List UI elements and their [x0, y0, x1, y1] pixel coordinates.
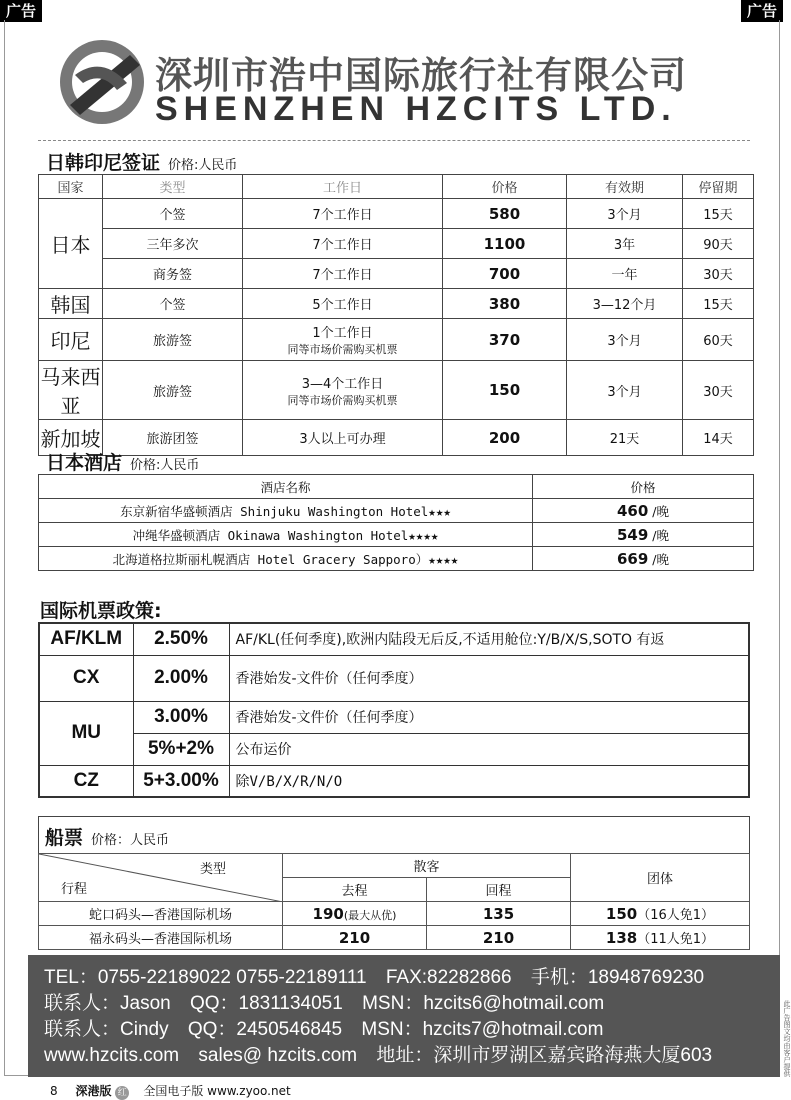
diagonal-header-cell — [39, 854, 283, 902]
contact-line-jason — [44, 991, 780, 1017]
valid-cell: 3个月 — [567, 199, 683, 229]
hotel-header-name: 酒店名称 — [39, 475, 533, 499]
price-cell: 580 — [443, 199, 567, 229]
policy-desc-cell: 公布运价 — [229, 733, 749, 765]
swirl-logo-icon — [55, 35, 150, 130]
days-note: 同等市场价需购买机票 — [287, 343, 398, 356]
table-row — [39, 547, 754, 571]
country-cell: 韩国 — [39, 289, 103, 319]
go-header: 去程 — [283, 878, 427, 902]
route-header-label: 行程 — [61, 882, 88, 897]
policy-desc-cell: 除V/B/X/R/N/O — [229, 765, 749, 797]
page-footer — [50, 1082, 305, 1100]
hotel-header-row — [39, 475, 754, 499]
visa-header-days: 工作日 — [243, 175, 443, 199]
air-policy-table — [38, 622, 750, 798]
back-price-cell: 135 — [427, 902, 571, 926]
commission-rate-cell: 5+3.00% — [133, 765, 229, 797]
type-cell: 旅游团签 — [103, 420, 243, 456]
hotel-name-cell: 东京新宿华盛顿酒店 Shinjuku Washington Hotel★★★ — [39, 499, 533, 523]
company-name-cn: 深圳市浩中国际旅行社有限公司 — [155, 54, 687, 97]
commission-rate-cell: 5%+2% — [133, 733, 229, 765]
visa-header-type: 类型 — [103, 175, 243, 199]
valid-cell: 3年 — [567, 229, 683, 259]
visa-table — [38, 174, 754, 456]
mobile-text: 手机：18948769230 — [530, 967, 705, 988]
visa-header-country: 国家 — [39, 175, 103, 199]
visa-header-stay: 停留期 — [683, 175, 754, 199]
table-row — [39, 229, 754, 259]
hotel-price-note: 价格:人民币 — [130, 458, 200, 473]
valid-cell: 3—12个月 — [567, 289, 683, 319]
hotel-name-cell: 冲绳华盛顿酒店 Okinawa Washington Hotel★★★★ — [39, 523, 533, 547]
days-note: 同等市场价需购买机票 — [287, 393, 398, 407]
table-row — [39, 361, 754, 420]
country-cell: 日本 — [39, 199, 103, 289]
valid-cell: 3个月 — [567, 319, 683, 361]
days-cell: 5个工作日 — [243, 289, 443, 319]
contact-line-tel — [44, 965, 780, 991]
airline-code-cell: CZ — [39, 765, 133, 797]
contact-name: 联系人：Jason — [44, 993, 171, 1014]
address-text: 地址：深圳市罗湖区嘉宾路海燕大厦603 — [376, 1045, 713, 1066]
qq-text: QQ：1831134051 — [189, 993, 343, 1014]
type-cell: 旅游签 — [103, 361, 243, 420]
tel-text: TEL：0755-22189022 0755-22189111 — [44, 967, 367, 988]
air-section-title: 国际机票政策: — [40, 600, 162, 622]
ad-tag-right: 广告 — [741, 0, 783, 22]
ship-table — [38, 853, 750, 950]
ship-section — [38, 816, 750, 950]
commission-rate-cell: 2.00% — [133, 655, 229, 701]
price-cell: 370 — [443, 319, 567, 361]
table-row — [39, 623, 749, 655]
go-price-cell: 210 — [283, 926, 427, 950]
price-cell: 1100 — [443, 229, 567, 259]
route-cell: 蛇口码头—香港国际机场 — [39, 902, 283, 926]
days-cell: 1个工作日 同等市场价需购买机票 — [243, 319, 443, 361]
contact-line-cindy — [44, 1017, 780, 1043]
stay-cell: 30天 — [683, 361, 754, 420]
commission-rate-cell: 3.00% — [133, 701, 229, 733]
table-row — [39, 926, 750, 950]
contact-line-web — [44, 1043, 780, 1069]
days-cell: 3—4个工作日 同等市场价需购买机票 — [243, 361, 443, 420]
divider — [38, 140, 750, 141]
type-cell: 个签 — [103, 199, 243, 229]
visa-section-title: 日韩印尼签证 价格:人民币 — [46, 152, 238, 174]
price-cell: 200 — [443, 420, 567, 456]
country-cell: 新加坡 — [39, 420, 103, 456]
days-cell: 7个工作日 — [243, 259, 443, 289]
valid-cell: 一年 — [567, 259, 683, 289]
stay-cell: 60天 — [683, 319, 754, 361]
stay-cell: 15天 — [683, 289, 754, 319]
table-row — [39, 259, 754, 289]
site-label: 全国电子版 www.zyoo.net — [143, 1084, 291, 1098]
group-header: 团体 — [571, 854, 750, 902]
visa-header-row — [39, 175, 754, 199]
stay-cell: 90天 — [683, 229, 754, 259]
ad-tag-left: 广告 — [0, 0, 42, 22]
fax-text: FAX:82282866 — [385, 967, 512, 988]
route-cell: 福永码头—香港国际机场 — [39, 926, 283, 950]
company-name-en: SHENZHEN HZCITS LTD. — [155, 90, 677, 128]
country-cell: 印尼 — [39, 319, 103, 361]
type-cell: 三年多次 — [103, 229, 243, 259]
hotel-price-cell: 549 /晚 — [533, 523, 754, 547]
individual-header: 散客 — [283, 854, 571, 878]
qq-text: QQ：2450546845 — [187, 1019, 343, 1040]
visa-header-price: 价格 — [443, 175, 567, 199]
price-cell: 380 — [443, 289, 567, 319]
msn-text: MSN：hzcits6@hotmail.com — [362, 993, 605, 1014]
policy-desc-cell: AF/KL(任何季度),欧洲内陆段无后反,不适用舱位:Y/B/X/S,SOTO 有返 — [229, 623, 749, 655]
ship-section-title: 船票 价格：人民币 — [45, 827, 170, 849]
email-text: sales@ hzcits.com — [198, 1045, 358, 1066]
valid-cell: 3个月 — [567, 361, 683, 420]
group-price-cell: 138（11人免1） — [571, 926, 750, 950]
hotel-name-cell: 北海道格拉斯丽札幌酒店 Hotel Gracery Sapporo）★★★★ — [39, 547, 533, 571]
ship-header-row — [39, 854, 750, 878]
back-price-cell: 210 — [427, 926, 571, 950]
days-cell: 3人以上可办理 — [243, 420, 443, 456]
visa-header-valid: 有效期 — [567, 175, 683, 199]
table-row — [39, 523, 754, 547]
hotel-price-cell: 669 /晚 — [533, 547, 754, 571]
table-row — [39, 319, 754, 361]
table-row — [39, 733, 749, 765]
days-cell: 7个工作日 — [243, 229, 443, 259]
days-cell: 7个工作日 — [243, 199, 443, 229]
table-row — [39, 765, 749, 797]
stay-cell: 14天 — [683, 420, 754, 456]
go-price-cell: 190(最大从优) — [283, 902, 427, 926]
type-cell: 旅游签 — [103, 319, 243, 361]
group-price-cell: 150（16人免1） — [571, 902, 750, 926]
airline-code-cell: CX — [39, 655, 133, 701]
hotel-section-title: 日本酒店 价格:人民币 — [46, 452, 200, 474]
price-cell: 150 — [443, 361, 567, 420]
table-row — [39, 289, 754, 319]
commission-rate-cell: 2.50% — [133, 623, 229, 655]
table-row — [39, 199, 754, 229]
airline-code-cell: MU — [39, 701, 133, 765]
table-row — [39, 655, 749, 701]
contact-band — [28, 955, 780, 1077]
ship-price-note: 价格：人民币 — [91, 833, 170, 848]
hotel-header-price: 价格 — [533, 475, 754, 499]
type-cell: 商务签 — [103, 259, 243, 289]
page-number: 8 — [50, 1084, 58, 1098]
type-cell: 个签 — [103, 289, 243, 319]
side-disclaimer: 此广告图文均由客户提供 — [783, 1000, 791, 1077]
msn-text: MSN：hzcits7@hotmail.com — [361, 1019, 604, 1040]
contact-name: 联系人：Cindy — [44, 1019, 169, 1040]
airline-code-cell: AF/KLM — [39, 623, 133, 655]
stay-cell: 30天 — [683, 259, 754, 289]
visa-price-note: 价格:人民币 — [168, 158, 238, 173]
company-logo — [55, 35, 745, 135]
stay-cell: 15天 — [683, 199, 754, 229]
table-row — [39, 499, 754, 523]
hotel-table — [38, 474, 754, 571]
website-text: www.hzcits.com — [44, 1045, 180, 1066]
hotel-price-cell: 460 /晚 — [533, 499, 754, 523]
policy-desc-cell: 香港始发-文件价（任何季度） — [229, 655, 749, 701]
policy-desc-cell: 香港始发-文件价（任何季度） — [229, 701, 749, 733]
country-cell: 马来西亚 — [39, 361, 103, 420]
table-row — [39, 902, 750, 926]
back-header: 回程 — [427, 878, 571, 902]
price-cell: 700 — [443, 259, 567, 289]
type-header-label: 类型 — [199, 862, 226, 877]
valid-cell: 21天 — [567, 420, 683, 456]
edition-label: 深港版 — [75, 1084, 112, 1098]
edition-badge-icon: 红 — [115, 1086, 129, 1100]
table-row — [39, 701, 749, 733]
